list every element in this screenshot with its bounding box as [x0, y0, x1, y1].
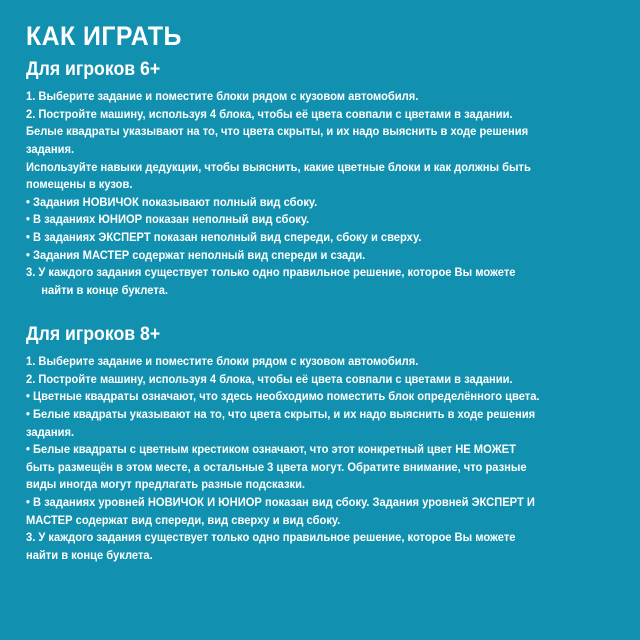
instruction-line: МАСТЕР содержат вид спереди, вид сверху и вид сбоку.: [26, 512, 341, 527]
bullet-line: • Задания МАСТЕР содержат неполный вид спереди и сзади.: [26, 247, 366, 262]
instruction-line: 1. Выберите задание и поместите блоки рядом с кузовом автомобиля.: [26, 89, 419, 104]
instruction-line: 3. У каждого задания существует только одно правильное решение, которое Вы можете: [26, 530, 516, 545]
instruction-line: Белые квадраты указывают на то, что цвета скрыты, и их надо выяснить в ходе решения: [26, 124, 529, 139]
instruction-line: помещены в кузов.: [26, 177, 133, 192]
section-players-8plus: [26, 325, 622, 564]
bullet-line: • В заданиях ЭКСПЕРТ показан неполный вид спереди, сбоку и сверху.: [26, 229, 422, 244]
bullet-line: • Цветные квадраты означают, что здесь необходимо поместить блок определённого цвета.: [26, 389, 540, 404]
section-body-6plus: [26, 88, 622, 299]
instruction-line: Используйте навыки дедукции, чтобы выяснить, какие цветные блоки и как должны быть: [26, 159, 531, 174]
section-spacer: [26, 299, 622, 325]
section-heading-8plus: Для игроков 8+: [26, 324, 161, 346]
bullet-line: • В заданиях уровней НОВИЧОК И ЮНИОР показан вид сбоку. Задания уровней ЭКСПЕРТ И: [26, 495, 535, 509]
instruction-line: 2. Постройте машину, используя 4 блока, чтобы её цвета совпали с цветами в задании.: [26, 106, 513, 121]
bullet-line: • В заданиях ЮНИОР показан неполный вид сбоку.: [26, 212, 310, 227]
bullet-line: • Задания НОВИЧОК показывают полный вид сбоку.: [26, 194, 318, 209]
bullet-line: • Белые квадраты указывают на то, что цвета скрыты, и их надо выяснить в ходе решения: [26, 407, 536, 422]
page-title: КАК ИГРАТЬ: [26, 21, 182, 51]
section-players-6plus: [26, 60, 622, 299]
instruction-line: 1. Выберите задание и поместите блоки рядом с кузовом автомобиля.: [26, 354, 419, 369]
instruction-line-continuation: найти в конце буклета.: [26, 547, 153, 562]
instruction-line: виды иногда могут предлагать разные подсказки.: [26, 477, 306, 492]
instruction-line: 3. У каждого задания существует только одно правильное решение, которое Вы можете: [26, 265, 516, 280]
instruction-line-continuation: найти в конце буклета.: [41, 282, 169, 297]
instruction-line: 2. Постройте машину, используя 4 блока, чтобы её цвета совпали с цветами в задании.: [26, 371, 513, 386]
section-body-8plus: [26, 353, 622, 564]
section-heading-6plus: Для игроков 6+: [26, 59, 161, 81]
instruction-line: быть размещён в этом месте, а остальные 3 цвета могут. Обратите внимание, что разные: [26, 459, 527, 474]
instruction-line: задания.: [26, 424, 75, 439]
instruction-line: задания.: [26, 142, 75, 157]
bullet-line: • Белые квадраты с цветным крестиком означают, что этот конкретный цвет НЕ МОЖЕТ: [26, 442, 516, 457]
